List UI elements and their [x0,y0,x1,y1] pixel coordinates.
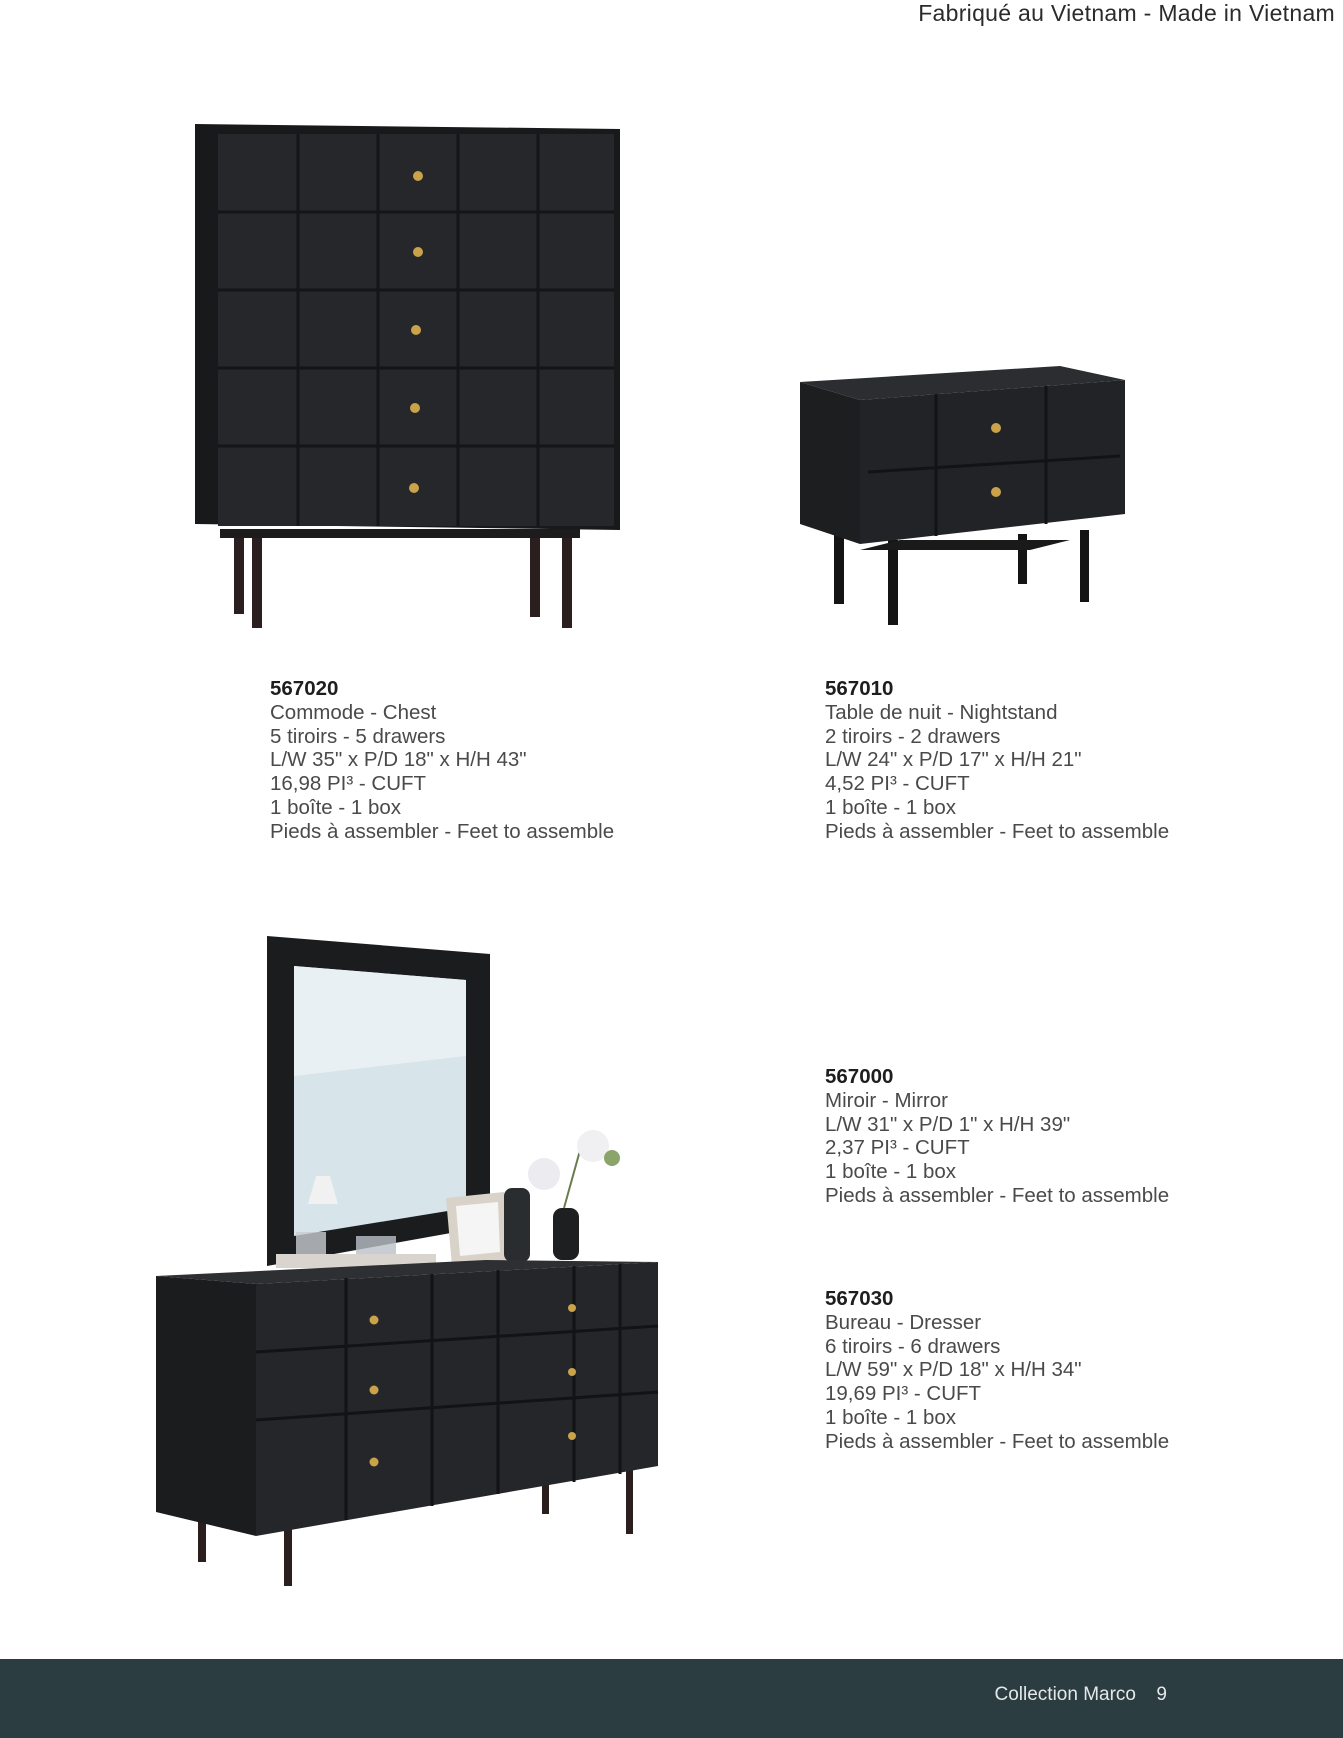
chest-photo [190,124,630,629]
spec-line: Bureau - Dresser [825,1310,982,1334]
spec-line: 6 tiroirs - 6 drawers [825,1334,1001,1358]
spec-line: 4,52 PI³ - CUFT [825,772,970,796]
spec-line: L/W 24" x P/D 17" x H/H 21" [825,748,1082,772]
spec-line: 2,37 PI³ - CUFT [825,1136,970,1160]
footer-bar [0,1659,1343,1738]
spec-line: L/W 31" x P/D 1" x H/H 39" [825,1112,1071,1136]
spec-line: 19,69 PI³ - CUFT [825,1382,982,1406]
spec-line: L/W 35" x P/D 18" x H/H 43" [270,748,527,772]
spec-line: 5 tiroirs - 5 drawers [270,724,446,748]
spec-line: 1 boîte - 1 box [270,795,402,819]
dresser-photo [156,936,666,1591]
spec-line: Miroir - Mirror [825,1088,948,1112]
product-spec-mirror [825,1065,1169,1208]
spec-line: Pieds à assembler - Feet to assemble [825,1183,1170,1207]
spec-line: Table de nuit - Nightstand [825,700,1058,724]
page-number: 9 [1156,1684,1167,1705]
spec-line: Pieds à assembler - Feet to assemble [825,819,1170,843]
product-code: 567020 [270,677,339,700]
spec-line: 16,98 PI³ - CUFT [270,772,427,796]
product-spec-dresser [825,1287,1169,1454]
spec-line: Commode - Chest [270,700,437,724]
collection-name: Collection Marco [994,1684,1136,1705]
made-in-label: Fabriqué au Vietnam - Made in Vietnam [918,0,1335,26]
product-spec-nightstand [825,677,1169,844]
spec-line: 1 boîte - 1 box [825,1160,957,1184]
spec-line: 1 boîte - 1 box [825,795,957,819]
spec-line: 1 boîte - 1 box [825,1405,957,1429]
product-code: 567010 [825,677,894,700]
spec-line: 2 tiroirs - 2 drawers [825,724,1001,748]
spec-line: L/W 59" x P/D 18" x H/H 34" [825,1358,1082,1382]
product-spec-chest [270,677,614,844]
nightstand-photo [800,364,1130,629]
spec-line: Pieds à assembler - Feet to assemble [270,819,615,843]
product-code: 567030 [825,1287,894,1310]
spec-line: Pieds à assembler - Feet to assemble [825,1429,1170,1453]
product-code: 567000 [825,1065,894,1088]
